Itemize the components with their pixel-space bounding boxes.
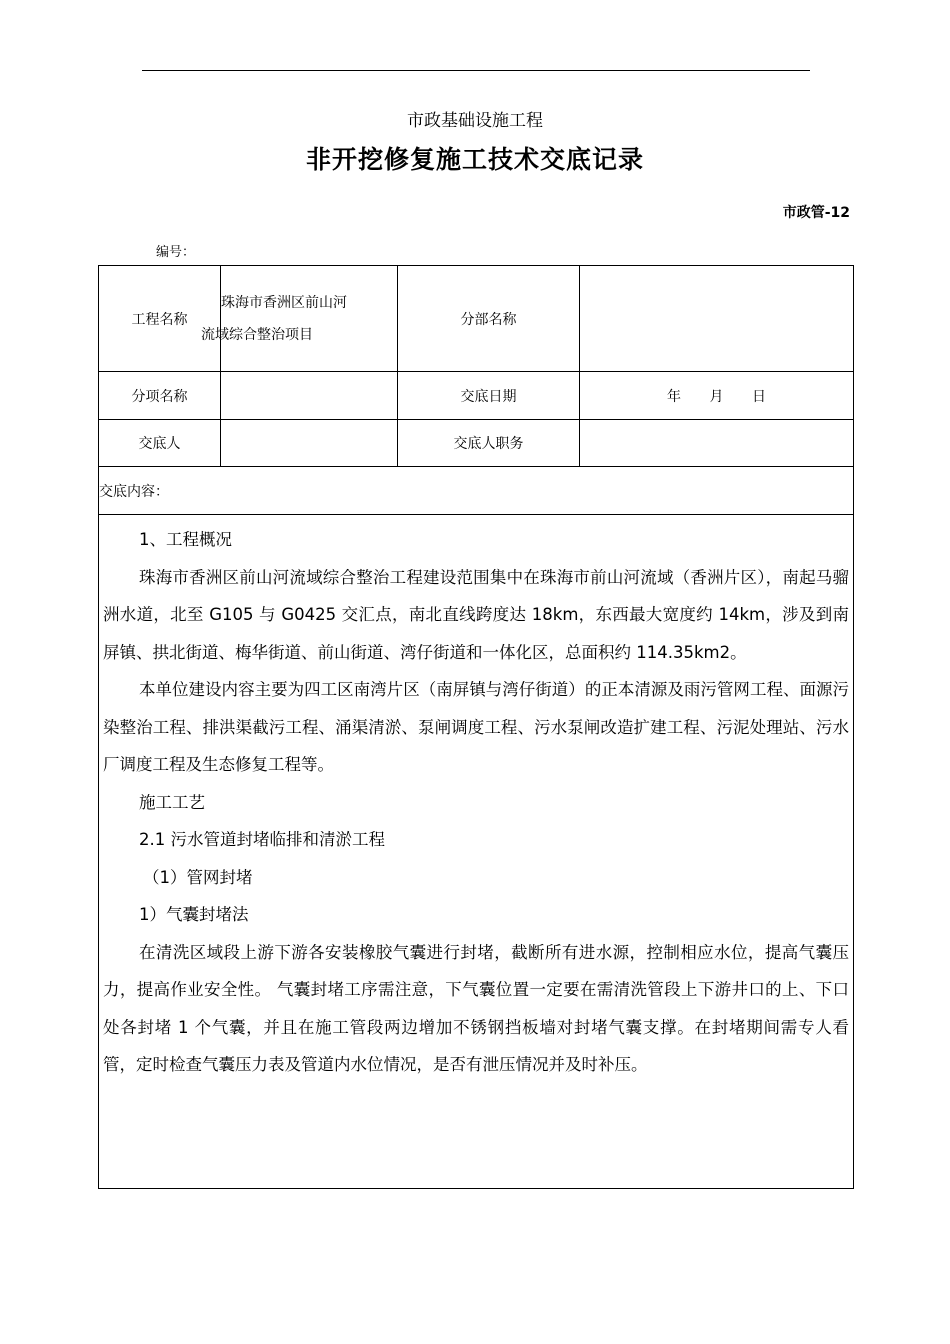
briefing-form-table (98, 265, 854, 1189)
subitem-label: 分项名称 (99, 372, 221, 420)
content-label: 交底内容： (99, 467, 854, 515)
date-year: 年 (667, 388, 682, 405)
section2-heading: 施工工艺 (139, 792, 205, 812)
content-row (99, 515, 854, 1189)
briefer-row (99, 420, 854, 467)
document-category: 市政基础设施工程 (407, 111, 543, 131)
content-body (99, 515, 854, 1189)
project-name-line2: 流域综合整治项目 (201, 326, 313, 343)
scope-paragraph: 本单位建设内容主要为四工区南湾片区（南屏镇与湾仔街道）的正本清源及雨污管网工程、面源污染整治工程、排洪渠截污工程、涌渠清淤、泵闸调度工程、污水泵闸改造扩建工程、污泥处理站、污水厂调度工程及生态修复工程等。 (103, 680, 849, 774)
project-name-label: 工程名称 (99, 266, 221, 372)
overview-paragraph: 珠海市香洲区前山河流域综合整治工程建设范围集中在珠海市前山河流域（香洲片区），南起马骝洲水道，北至 G105 与 G0425 交汇点，南北直线跨度达 18km，东西最大宽度约 14km，涉及到南屏镇、拱北街道、梅华街道、前山街道、湾仔街道和一体化区，总面积约 114.35km2。 (103, 567, 849, 662)
briefer-label: 交底人 (99, 420, 221, 467)
date-label: 交底日期 (398, 372, 580, 420)
header-rule (142, 70, 810, 71)
serial-number-label: 编号： (156, 245, 196, 260)
subitem-row (99, 372, 854, 420)
division-label: 分部名称 (398, 266, 580, 372)
item1-1-heading: 1）气囊封堵法 (139, 905, 249, 924)
briefer-role-label: 交底人职务 (398, 420, 580, 467)
document-title: 非开挖修复施工技术交底记录 (305, 145, 644, 174)
date-value (580, 372, 854, 420)
project-name-value (201, 266, 398, 372)
subitem-value (221, 372, 398, 420)
section2-1-heading: 2.1 污水管道封堵临排和清淤工程 (139, 830, 385, 849)
project-row (99, 266, 854, 372)
airbag-plugging-paragraph: 在清洗区域段上游下游各安装橡胶气囊进行封堵，截断所有进水源，控制相应水位，提高气囊压力，提高作业安全性。 气囊封堵工序需注意，下气囊位置一定要在需清洗管段上下游井口的上、下口处各封堵 1 个气囊，并且在施工管段两边增加不锈钢挡板墙对封堵气囊支撑。在封堵期间需专人看管，定时检查气囊压力表及管道内水位情况，是否有泄压情况并及时补压。 (103, 942, 849, 1074)
item1-heading: （1）管网封堵 (143, 867, 253, 887)
briefer-value (221, 420, 398, 467)
division-value (580, 266, 854, 372)
content-header-row (99, 467, 854, 515)
date-day: 日 (751, 388, 766, 405)
project-name-line1: 珠海市香洲区前山河 (221, 294, 347, 311)
section1-heading: 1、工程概况 (139, 530, 232, 549)
form-code: 市政管-12 (782, 205, 850, 221)
date-month: 月 (709, 388, 724, 405)
briefer-role-value (580, 420, 854, 467)
